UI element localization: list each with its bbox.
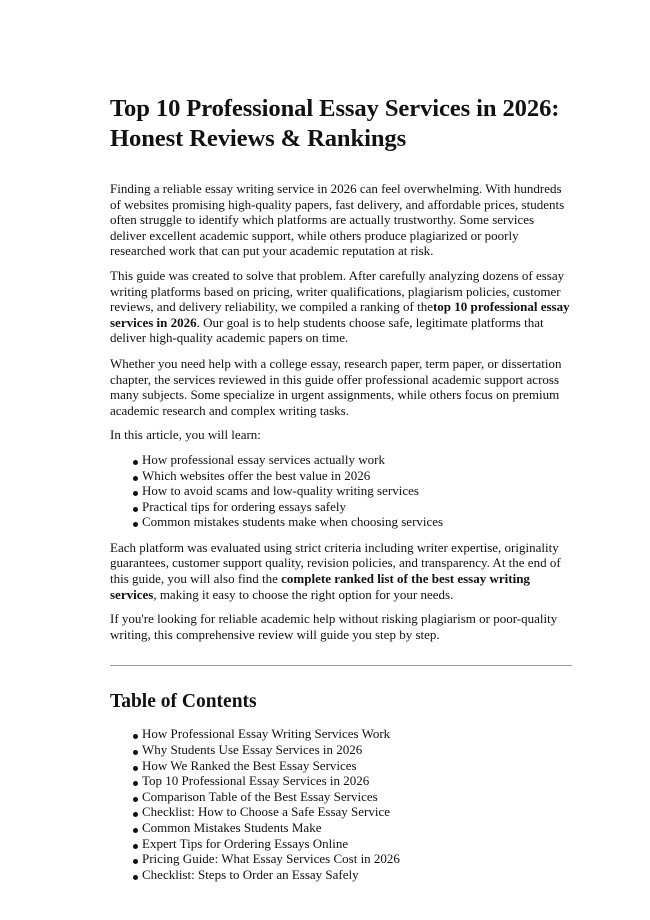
services-scope-paragraph: Whether you need help with a college essay, research paper, term paper, or dissertation chapter, the services reviewed in this guide offer professional academic support across many subjects. Some specialize in urgent assignments, while others focus on premium academic research and complex writing tasks.	[110, 355, 562, 418]
list-item: How to avoid scams and low-quality writing services	[133, 483, 572, 499]
learn-list	[110, 452, 572, 530]
article-title: Top 10 Professional Essay Services in 2026: Honest Reviews & Rankings	[110, 95, 560, 152]
toc-item[interactable]: Why Students Use Essay Services in 2026	[133, 742, 572, 758]
toc-item[interactable]: How We Ranked the Best Essay Services	[133, 758, 572, 774]
toc-item[interactable]: Checklist: Steps to Order an Essay Safely	[133, 867, 572, 883]
guide-purpose-text-end: . Our goal is to help students choose safe, legitimate platforms that deliver high-quality academic papers on time.	[110, 314, 544, 346]
document-page	[110, 94, 572, 882]
toc-title: Table of Contents	[110, 691, 257, 713]
toc-item[interactable]: How Professional Essay Writing Services Work	[133, 726, 572, 742]
list-item: How professional essay services actually work	[133, 452, 572, 468]
evaluation-paragraph	[110, 540, 572, 602]
list-item: Practical tips for ordering essays safely	[133, 499, 572, 515]
list-item: Common mistakes students make when choosing services	[133, 514, 572, 530]
toc-item[interactable]: Comparison Table of the Best Essay Services	[133, 789, 572, 805]
toc-list	[110, 726, 572, 882]
evaluation-text-start: Each platform was evaluated using strict criteria including writer expertise, originality guarantees, customer support quality, revision policies, and transparency. At the end of this guide, you will also find the	[110, 539, 561, 587]
toc-item[interactable]: Expert Tips for Ordering Essays Online	[133, 836, 572, 852]
guide-purpose-paragraph	[110, 268, 572, 346]
toc-item[interactable]: Common Mistakes Students Make	[133, 820, 572, 836]
closing-paragraph: If you're looking for reliable academic help without risking plagiarism or poor-quality writing, this comprehensive review will guide you step by step.	[110, 611, 558, 642]
toc-item[interactable]: Checklist: How to Choose a Safe Essay Service	[133, 804, 572, 820]
evaluation-text-end: , making it easy to choose the right option for your needs.	[153, 586, 454, 602]
toc-item[interactable]: Top 10 Professional Essay Services in 2026	[133, 773, 572, 789]
intro-paragraph: Finding a reliable essay writing service in 2026 can feel overwhelming. With hundreds of websites promising high-quality papers, fast delivery, and affordable prices, students often struggle to identify which platforms are actually trustworthy. Some services deliver excellent academic support, while others produce plagiarized or poorly researched work that can put your academic reputation at risk.	[110, 181, 565, 259]
guide-purpose-bold: top 10 professional essay services in 2026	[110, 299, 570, 330]
guide-purpose-text-start: This guide was created to solve that problem. After carefully analyzing dozens of essay writing platforms based on pricing, writer qualifications, plagiarism policies, customer reviews, and delivery reliability, we compiled a ranking of the	[110, 267, 565, 315]
section-divider	[110, 665, 572, 666]
learn-heading: In this article, you will learn:	[110, 427, 261, 443]
toc-item[interactable]: Pricing Guide: What Essay Services Cost in 2026	[133, 851, 572, 867]
list-item: Which websites offer the best value in 2026	[133, 468, 572, 484]
evaluation-bold: complete ranked list of the best essay writing services	[110, 571, 530, 602]
